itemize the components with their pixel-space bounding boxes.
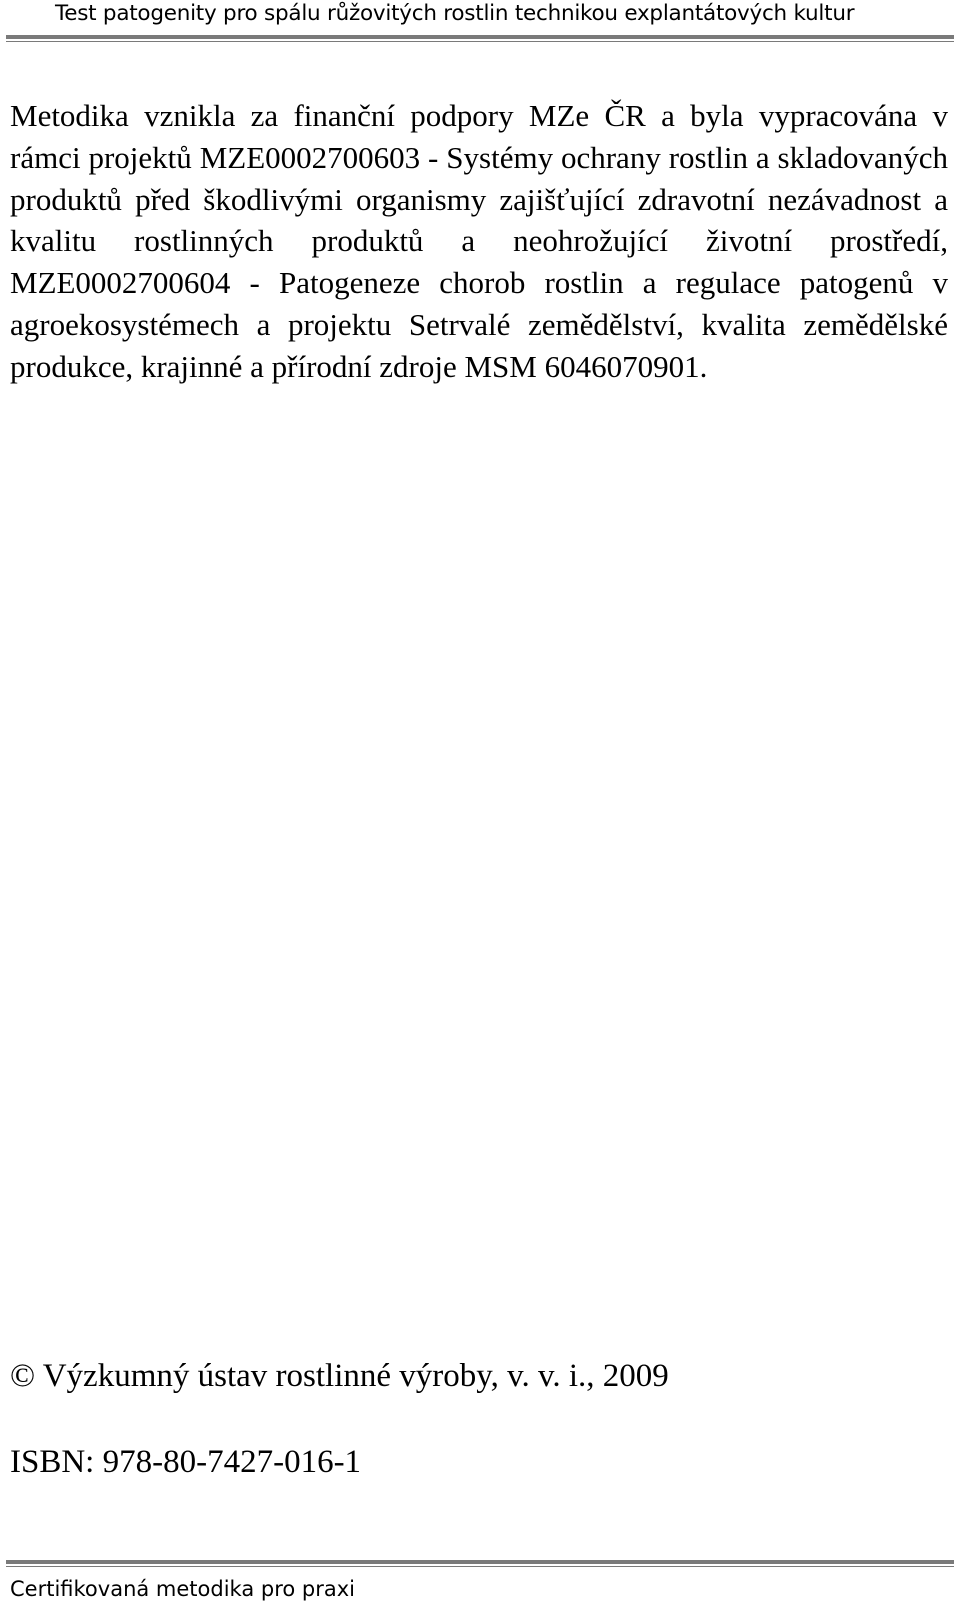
running-header xyxy=(0,0,960,36)
running-footer xyxy=(0,1560,960,1607)
footer-title: Certifikovaná metodika pro praxi xyxy=(10,1577,356,1601)
footer-rule-thin xyxy=(6,1566,954,1567)
footer-rule-thick xyxy=(6,1560,954,1564)
copyright-notice: © Výzkumný ústav rostlinné výroby, v. v. i., 2009 xyxy=(10,1358,669,1394)
funding-paragraph: Metodika vznikla za finanční podpory MZe ČR a byla vypracována v rámci projektů MZE0002700603 - Systémy ochrany rostlin a skladovaných produktů před škodlivými organismy zajišťující zdravotní nezávadnost a kvalitu rostlinných produktů a neohrožující životní prostředí, MZE0002700604 - Patogeneze chorob rostlin a regulace patogenů v agroekosystémech a projektu Setrvalé zemědělství, kvalita zemědělské produkce, krajinné a přírodní zdroje MSM 6046070901. xyxy=(10,98,948,384)
header-rule-thin xyxy=(6,41,954,42)
header-title: Test patogenity pro spálu růžovitých rostlin technikou explantátových kultur xyxy=(55,1,855,26)
isbn-number: ISBN: 978-80-7427-016-1 xyxy=(10,1444,362,1480)
header-rule-thick xyxy=(6,35,954,39)
